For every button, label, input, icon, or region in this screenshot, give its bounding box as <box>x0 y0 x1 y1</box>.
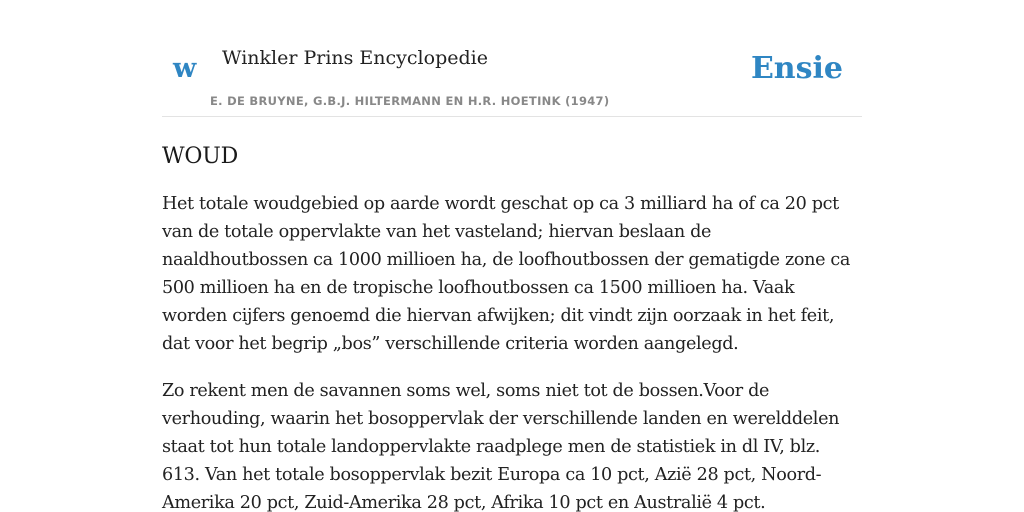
source-logo[interactable]: w <box>173 53 197 84</box>
ensie-logo-link[interactable]: Ensie <box>750 51 843 86</box>
entry-paragraph: Het totale woudgebied op aarde wordt geschat op ca 3 milliard ha of ca 20 pct van de totale oppervlakte van het vasteland; hiervan beslaan de naaldhoutbossen ca 1000 millioen ha, de loofhoutbossen der gematigde zone ca 500 millioen ha en de tropische loofhoutbossen ca 1500 millioen ha. Vaak worden cijfers genoemd die hiervan afwijken; dit vindt zijn oorzaak in het feit, dat voor het begrip „bos” verschillende criteria worden aangelegd. <box>162 194 851 354</box>
source-header <box>162 0 862 117</box>
entry-title: WOUD <box>162 144 239 169</box>
entry-paragraph: Zo rekent men de savannen soms wel, soms niet tot de bossen.Voor de verhouding, waarin het bosoppervlak der verschillende landen en werelddelen staat tot hun totale landoppervlakte raadplege men de statistiek in dl IV, blz. 613. Van het totale bosoppervlak bezit Europa ca 10 pct, Azië 28 pct, Noord-Amerika 20 pct, Zuid-Amerika 28 pct, Afrika 10 pct en Australië 4 pct. <box>162 381 840 512</box>
source-title-link[interactable]: Winkler Prins Encyclopedie <box>222 47 488 69</box>
source-authors: E. DE BRUYNE, G.B.J. HILTERMANN EN H.R. HOETINK (1947) <box>210 94 610 108</box>
content-column <box>162 0 862 512</box>
